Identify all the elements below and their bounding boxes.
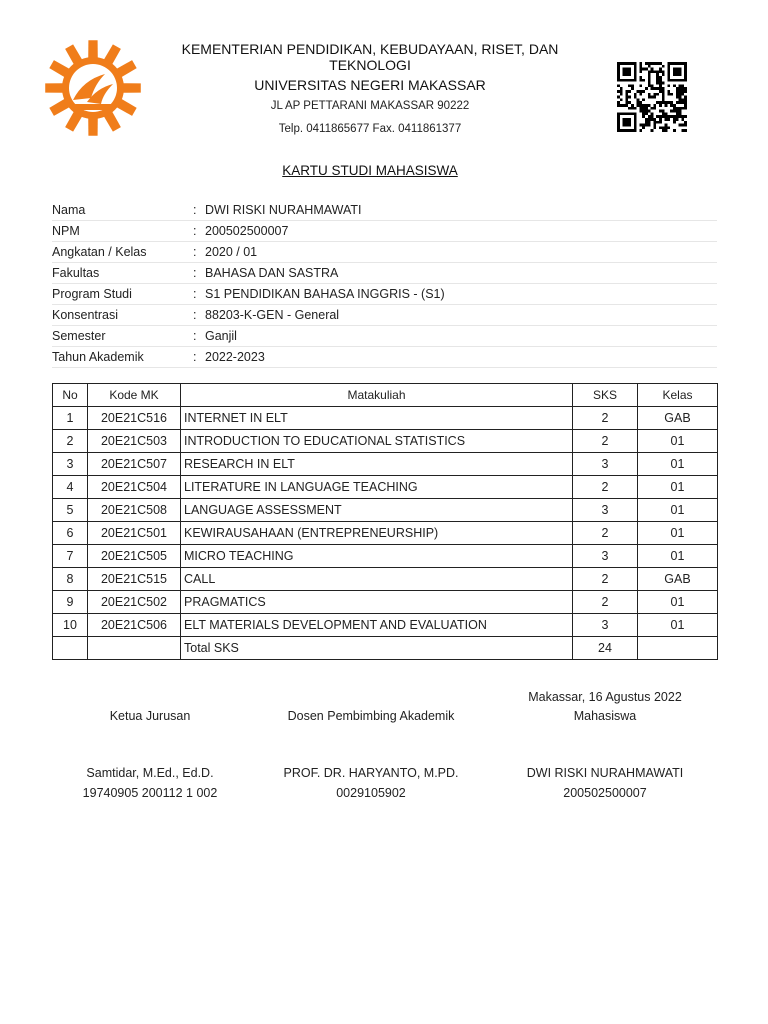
info-value: S1 PENDIDIKAN BAHASA INGGRIS - (S1): [205, 287, 445, 301]
cell-no: 1: [53, 407, 88, 430]
cell-no: 7: [53, 545, 88, 568]
info-value: BAHASA DAN SASTRA: [205, 266, 339, 280]
info-label: Tahun Akademik: [52, 350, 144, 364]
table-row: [53, 545, 718, 568]
info-row-npm: NPM : 200502500007: [52, 221, 717, 242]
student-info: [52, 200, 717, 368]
cell-no: 4: [53, 476, 88, 499]
cell-matakuliah: KEWIRAUSAHAAN (ENTREPRENEURSHIP): [181, 522, 573, 545]
info-row-semester: Semester : Ganjil: [52, 326, 717, 347]
cell-kelas: 01: [638, 499, 718, 522]
cell-kelas: 01: [638, 614, 718, 637]
table-row: [53, 591, 718, 614]
cell-sks: 2: [573, 407, 638, 430]
cell-kode: 20E21C504: [88, 476, 181, 499]
cell-no: 10: [53, 614, 88, 637]
table-row: [53, 522, 718, 545]
cell-no: 8: [53, 568, 88, 591]
table-row: [53, 476, 718, 499]
cell-kode: 20E21C516: [88, 407, 181, 430]
document-title: KARTU STUDI MAHASISWA: [282, 163, 458, 178]
university-name: UNIVERSITAS NEGERI MAKASSAR: [254, 77, 486, 93]
info-row-fakultas: Fakultas : BAHASA DAN SASTRA: [52, 263, 717, 284]
table-row: [53, 453, 718, 476]
cell-no: 9: [53, 591, 88, 614]
table-row: [53, 568, 718, 591]
cell-matakuliah: INTERNET IN ELT: [181, 407, 573, 430]
cell-no: 3: [53, 453, 88, 476]
cell-sks: 2: [573, 591, 638, 614]
student-title: Mahasiswa: [573, 709, 637, 723]
cell-matakuliah: PRAGMATICS: [181, 591, 573, 614]
info-label: Fakultas: [52, 266, 100, 280]
cell-sks: 2: [573, 476, 638, 499]
cell-matakuliah: INTRODUCTION TO EDUCATIONAL STATISTICS: [181, 430, 573, 453]
info-value: DWI RISKI NURAHMAWATI: [205, 203, 362, 217]
university-phone: Telp. 0411865677 Fax. 0411861377: [278, 123, 462, 135]
table-header: [53, 384, 718, 407]
total-label: Total SKS: [181, 637, 573, 660]
cell-no: 5: [53, 499, 88, 522]
student-id: 200502500007: [563, 786, 647, 800]
header-matakuliah: Matakuliah: [181, 384, 573, 407]
place-date: Makassar, 16 Agustus 2022: [528, 690, 682, 704]
cell-kode: 20E21C515: [88, 568, 181, 591]
cell-no: 2: [53, 430, 88, 453]
head-name: Samtidar, M.Ed., Ed.D.: [86, 766, 214, 780]
university-logo: [42, 40, 144, 136]
ministry-name: KEMENTERIAN PENDIDIKAN, KEBUDAYAAN, RISET, DAN TEKNOLOGI: [181, 41, 559, 73]
cell-kelas: 01: [638, 522, 718, 545]
header-kelas: Kelas: [638, 384, 718, 407]
cell-matakuliah: LITERATURE IN LANGUAGE TEACHING: [181, 476, 573, 499]
info-label: Angkatan / Kelas: [52, 245, 147, 259]
cell-no: 6: [53, 522, 88, 545]
info-label: NPM: [52, 224, 80, 238]
cell-sks: 2: [573, 430, 638, 453]
head-title: Ketua Jurusan: [109, 709, 191, 723]
cell-kelas: 01: [638, 476, 718, 499]
table-row: [53, 430, 718, 453]
cell-kelas: GAB: [638, 568, 718, 591]
cell-kode: 20E21C508: [88, 499, 181, 522]
table-row: [53, 499, 718, 522]
total-value: 24: [573, 637, 638, 660]
cell-kode: 20E21C507: [88, 453, 181, 476]
info-value: Ganjil: [205, 329, 237, 343]
qr-code: [615, 62, 689, 132]
info-row-nama: Nama : DWI RISKI NURAHMAWATI: [52, 200, 717, 221]
cell-matakuliah: ELT MATERIALS DEVELOPMENT AND EVALUATION: [181, 614, 573, 637]
cell-matakuliah: MICRO TEACHING: [181, 545, 573, 568]
course-table: [52, 383, 718, 660]
info-row-prodi: Program Studi : S1 PENDIDIKAN BAHASA INGGRIS - (S1): [52, 284, 717, 305]
info-row-tahun: Tahun Akademik : 2022-2023: [52, 347, 717, 368]
cell-kelas: 01: [638, 453, 718, 476]
info-label: Semester: [52, 329, 106, 343]
info-label: Program Studi: [52, 287, 132, 301]
student-name: DWI RISKI NURAHMAWATI: [526, 766, 684, 780]
table-row: [53, 407, 718, 430]
cell-sks: 3: [573, 545, 638, 568]
cell-kode: 20E21C501: [88, 522, 181, 545]
cell-kode: 20E21C503: [88, 430, 181, 453]
header-kode: Kode MK: [88, 384, 181, 407]
advisor-id: 0029105902: [336, 786, 406, 800]
info-row-konsentrasi: Konsentrasi : 88203-K-GEN - General: [52, 305, 717, 326]
info-value: 88203-K-GEN - General: [205, 308, 340, 322]
info-label: Konsentrasi: [52, 308, 119, 322]
cell-sks: 2: [573, 522, 638, 545]
info-value: 2020 / 01: [205, 245, 258, 259]
cell-matakuliah: LANGUAGE ASSESSMENT: [181, 499, 573, 522]
head-id: 19740905 200112 1 002: [82, 786, 218, 800]
advisor-name: PROF. DR. HARYANTO, M.PD.: [283, 766, 459, 780]
total-row: [53, 637, 718, 660]
cell-kelas: GAB: [638, 407, 718, 430]
header-no: No: [53, 384, 88, 407]
cell-kelas: 01: [638, 545, 718, 568]
university-address: JL AP PETTARANI MAKASSAR 90222: [270, 100, 470, 112]
cell-sks: 3: [573, 614, 638, 637]
cell-kelas: 01: [638, 591, 718, 614]
advisor-title: Dosen Pembimbing Akademik: [287, 709, 455, 723]
cell-kode: 20E21C505: [88, 545, 181, 568]
info-value: 2022-2023: [205, 350, 265, 364]
cell-sks: 3: [573, 453, 638, 476]
cell-kode: 20E21C502: [88, 591, 181, 614]
cell-kode: 20E21C506: [88, 614, 181, 637]
cell-kelas: 01: [638, 430, 718, 453]
table-row: [53, 614, 718, 637]
info-label: Nama: [52, 203, 86, 217]
cell-sks: 2: [573, 568, 638, 591]
info-row-angkatan: Angkatan / Kelas : 2020 / 01: [52, 242, 717, 263]
cell-sks: 3: [573, 499, 638, 522]
cell-matakuliah: RESEARCH IN ELT: [181, 453, 573, 476]
header-sks: SKS: [573, 384, 638, 407]
info-value: 200502500007: [205, 224, 289, 238]
cell-matakuliah: CALL: [181, 568, 573, 591]
